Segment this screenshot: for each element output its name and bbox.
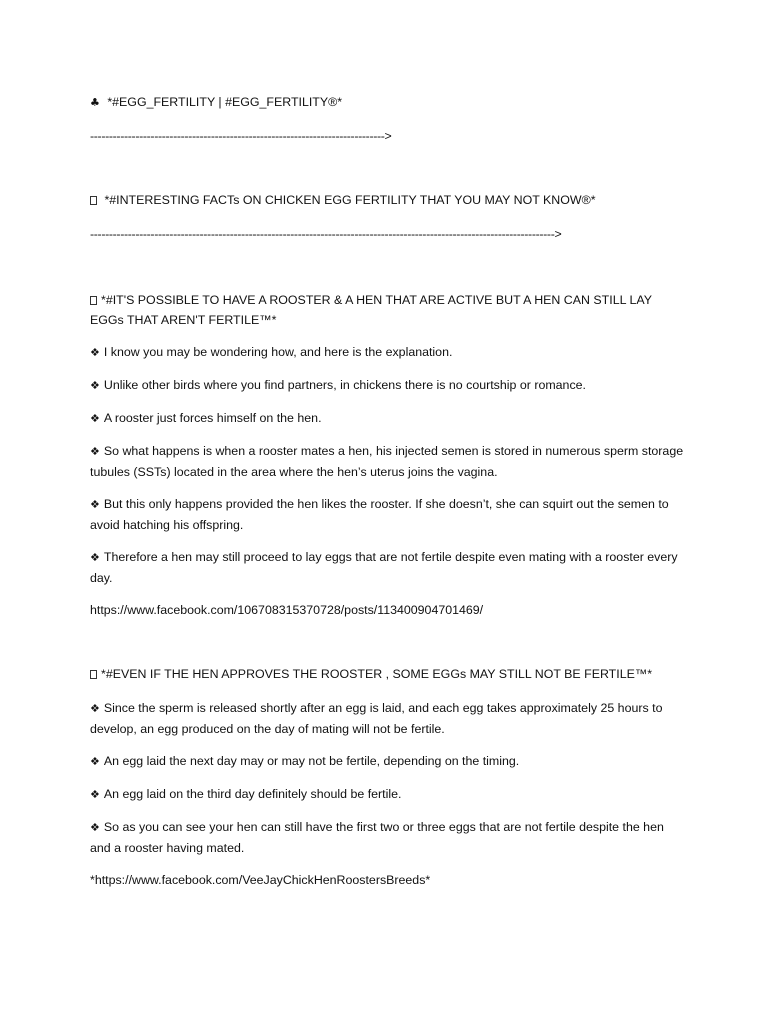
box-icon: [90, 196, 97, 205]
diamond-bullet-icon: ❖: [90, 379, 100, 392]
box-icon: [90, 296, 97, 305]
box-icon: [90, 670, 97, 679]
list-item: [90, 342, 685, 363]
list-item: [90, 441, 685, 482]
diamond-bullet-icon: ❖: [90, 755, 100, 768]
list-item: [90, 375, 685, 396]
diamond-bullet-icon: ❖: [90, 702, 100, 715]
list-item: [90, 408, 685, 429]
list-item-text: A rooster just forces himself on the hen.: [103, 411, 322, 425]
list-item: [90, 751, 685, 772]
section1-heading-text: *#IT'S POSSIBLE TO HAVE A ROOSTER & A HEN THAT ARE ACTIVE BUT A HEN CAN STILL LAY EGGs THAT AREN'T FERTILE™*: [90, 293, 652, 327]
list-item-text: An egg laid the next day may or may not be fertile, depending on the timing.: [103, 754, 520, 768]
intro-title-line: [90, 190, 596, 210]
diamond-bullet-icon: ❖: [90, 412, 100, 425]
list-item: [90, 494, 685, 535]
document-title: *#EGG_FERTILITY | #EGG_FERTILITY®*: [107, 95, 343, 109]
list-item-text: So as you can see your hen can still have the first two or three eggs that are not fertile despite the hen and a rooster having mated.: [90, 820, 664, 855]
diamond-bullet-icon: ❖: [90, 551, 100, 564]
list-item: [90, 784, 685, 805]
section2-heading: [90, 664, 685, 684]
separator-arrow-long: --------------------------------------------------------------------------------------------------------------------------->: [90, 227, 562, 241]
list-item-text: Since the sperm is released shortly after an egg is laid, and each egg takes approximately 25 hours to develop, an egg produced on the day of mating will not be fertile.: [90, 701, 663, 736]
list-item: [90, 547, 685, 588]
section1-heading: [90, 290, 685, 330]
list-item-text: Unlike other birds where you find partners, in chickens there is no courtship or romance.: [103, 378, 586, 392]
facebook-post-link[interactable]: https://www.facebook.com/106708315370728/posts/113400904701469/: [90, 603, 484, 617]
diamond-bullet-icon: ❖: [90, 788, 100, 801]
diamond-bullet-icon: ❖: [90, 821, 100, 834]
list-item-text: An egg laid on the third day definitely should be fertile.: [103, 787, 402, 801]
separator-arrow: ------------------------------------------------------------------------------>: [90, 129, 392, 143]
list-item-text: But this only happens provided the hen likes the rooster. If she doesn’t, she can squirt out the semen to avoid hatching his offspring.: [90, 497, 669, 532]
section2-heading-text: *#EVEN IF THE HEN APPROVES THE ROOSTER , SOME EGGs MAY STILL NOT BE FERTILE™*: [101, 667, 653, 681]
diamond-bullet-icon: ❖: [90, 346, 100, 359]
list-item: [90, 698, 685, 739]
diamond-bullet-icon: ❖: [90, 498, 100, 511]
list-item: [90, 817, 685, 858]
intro-title: *#INTERESTING FACTs ON CHICKEN EGG FERTILITY THAT YOU MAY NOT KNOW®*: [104, 193, 596, 207]
facebook-page-link[interactable]: *https://www.facebook.com/VeeJayChickHenRoostersBreeds*: [90, 873, 431, 887]
document-title-line: [90, 92, 342, 113]
list-item-text: I know you may be wondering how, and here is the explanation.: [103, 345, 453, 359]
list-item-text: Therefore a hen may still proceed to lay eggs that are not fertile despite even mating with a rooster every day.: [90, 550, 678, 585]
list-item-text: So what happens is when a rooster mates a hen, his injected semen is stored in numerous sperm storage tubules (SSTs) located in the area where the hen’s uterus joins the vagina.: [90, 444, 684, 479]
club-icon: ♣: [90, 96, 100, 109]
diamond-bullet-icon: ❖: [90, 445, 100, 458]
